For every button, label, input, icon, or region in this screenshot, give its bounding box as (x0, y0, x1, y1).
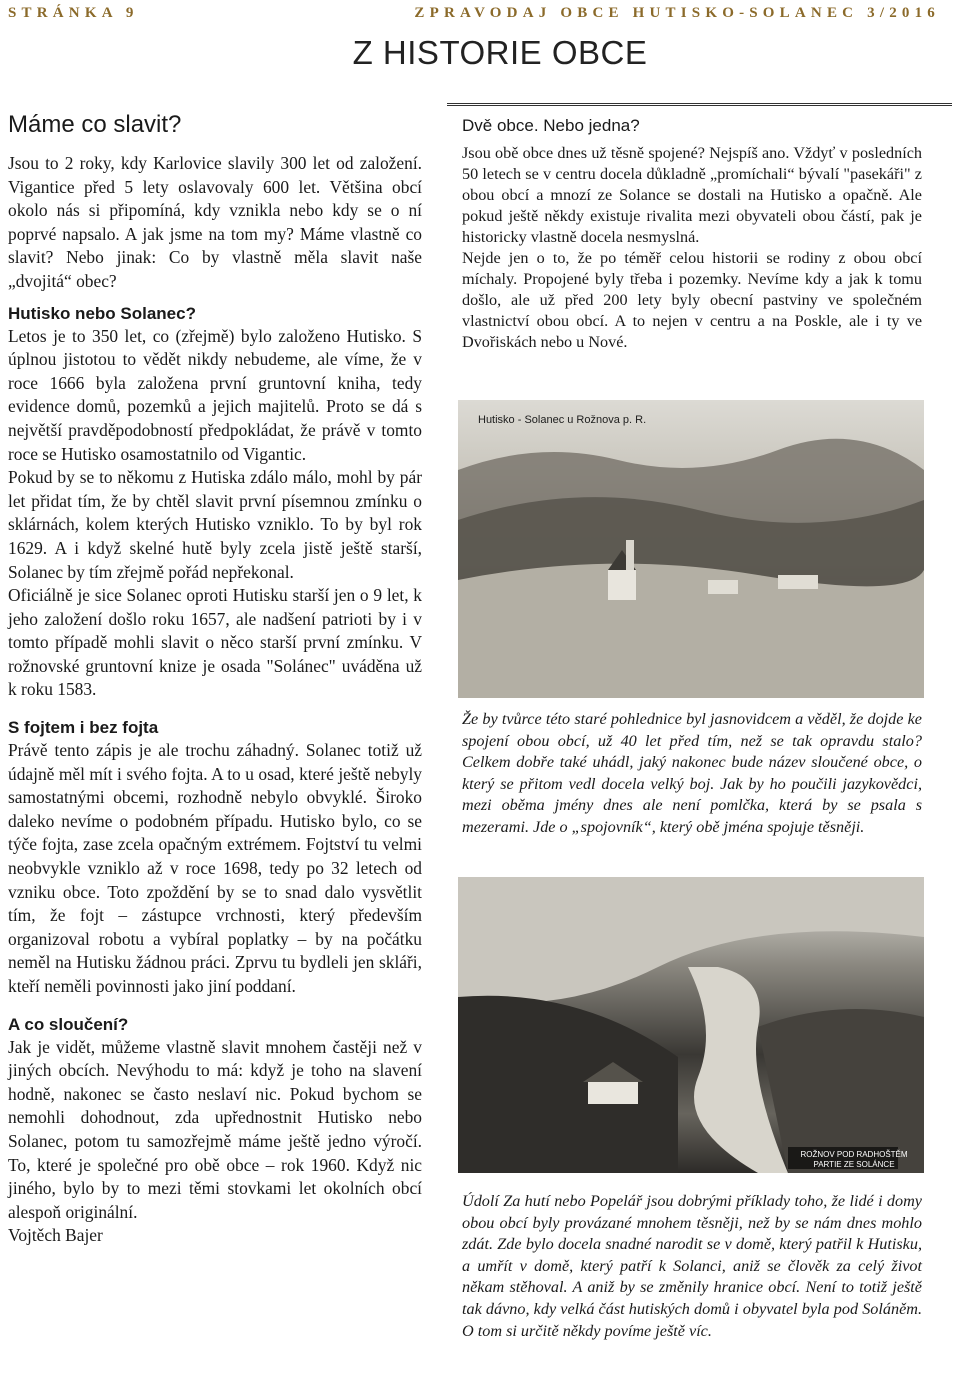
author-name: Vojtěch Bajer (8, 1225, 103, 1246)
paragraph: Jsou obě obce dnes už těsně spojené? Nejspíš ano. Vždyť v posledních 50 letech se v centru docela důkladně „promíchali“ bývalí "pasekáři" z obou obcí a mnozí ze Solance se dostali na Hutisko a opačně. Ale pokud ještě někdy existuje rivalita mezi obyvateli obou částí, pak je historicky vlastně docela nesmyslná. (462, 144, 922, 246)
intro-paragraph: Jsou to 2 roky, kdy Karlovice slavily 300 let od založení. Vigantice před 5 lety oslavovaly 600 let. Většina obcí okolo nás si připomíná, kdy vznikla nebo kdy se o ní poprvé napsalo. A jak jsme na tom my? Máme vlastně co slavit? Nebo jinak: Co by vlastně měla slavit naše „dvojitá“ obec? (8, 153, 422, 291)
postcard-photo-hutisko-solanec (458, 400, 924, 698)
paragraph: Nejde jen o to, že po téměř celou historii se rodiny z obou obcí míchaly. Propojené byly třeba i pozemky. Nevíme kdy a jak k tomu došlo, ale už před 200 lety byly obecní pastviny ve společném vlastnictví obou obcí. A to nejen v centru a na Poskle, ale i ty ve Dvořiskách nebo u Nové. (462, 249, 922, 351)
photo-caption-1: Že by tvůrce této staré pohlednice byl jasnovidcem a věděl, že dojde ke spojení obou obcí, už 40 let před tím, než se tak opravdu stalo? Celkem dobře také uhádl, jaký nakonec bude název sloučené obce, o který se přitom vedl docela velký boj. Jak by ho poučili jazykovědci, mezi oběma jmény dnes ale není pomlčka, která by se psala s mezerami. Jde o „spojovník“, který obě jména spojuje těsněji. (462, 710, 922, 836)
paragraph: Oficiálně je sice Solanec oproti Hutisku starší jen o 9 let, k jeho založení došlo roku 1657, ale nadšení patrioti by i v tomto případě mohli slavit o něco starší první zmínku. V rožnovské gruntovní knize je osada "Solánec" uváděna už k roku 1583. (8, 585, 422, 700)
publication-title: ZPRAVODAJ OBCE HUTISKO-SOLANEC 3/2016 (414, 5, 940, 21)
paragraph: Letos je to 350 let, co (zřejmě) bylo založeno Hutisko. S úplnou jistotou to vědět nikdy nebudeme, ale víme, že v roce 1666 byla založena první gruntovní kniha, tedy evidence domů, pozemků a jejich majitelů. Proto se dá s největší pravděpodobností předpokládat, že právě v tomto roce se Hutisko osamostatnilo od Vigantic. (8, 325, 422, 464)
paragraph: Pokud by se to někomu z Hutiska zdálo málo, mohl by pár let přidat tím, že by chtěl slavit první písemnou zmínku o sklárnách, kolem kterých Hutisko vzniklo. To by byl rok 1629. A i když skelné hutě byly zcela jistě ještě starší, Solanec by tím zřejmě pořád nepřekonal. (8, 467, 422, 582)
subheading-s-fojtem: S fojtem i bez fojta (8, 718, 159, 738)
page-number-label: STRÁNKA 9 (8, 5, 139, 21)
article-heading: Máme co slavit? (8, 111, 182, 138)
section-divider (447, 103, 952, 106)
photo-label: ROŽNOV POD RADHOŠTĚM PARTIE ZE SOLÁNCE (800, 1150, 908, 1169)
valley-illustration (458, 877, 924, 1173)
left-column (8, 110, 422, 1248)
photo-caption-2: Údolí Za hutí nebo Popelář jsou dobrými příklady toho, že lidé i domy obou obcí byly provázané mnohem těsněji, než by se nám dnes mohlo zdát. Zde bylo docela snadné narodit se v domě, který patřil k Hutisku, a umřít v domě, který patří k Solanci, aniž se člověk za celý život někam stěhoval. A aniž by se změnily hranice obcí. Není to totiž ještě tak dávno, kdy velká část hutiských domů i obyvatel byla pod Soláněm. O tom si určitě někdy povíme ještě víc. (462, 1192, 922, 1340)
right-column (462, 114, 922, 353)
subheading-dve-obce: Dvě obce. Nebo jedna? (462, 116, 640, 135)
postcard-label: Hutisko - Solanec u Rožnova p. R. (478, 414, 647, 426)
valley-photo-solanec (458, 877, 924, 1173)
paragraph: Právě tento zápis je ale trochu záhadný. Solanec totiž už údajně měl mít i svého fojta. A to u osad, které ještě nebyly samostatnými obcemi, rozhodně nebylo obvyklé. Široko daleko nevíme o podobném případu. Hutisko bylo, co se týče fojta, zase zcela opačným extrémem. Fojtství tu velmi neobvykle vzniklo až v roce 1698, tedy po 32 letech od vzniku obce. Toto zpoždění by se to snad dalo vysvětlit tím, že fojt – zástupce vrchnosti, který především organizoval robotu a vybíral poplatky – by na počátku neměl na Hutisku žádnou práci. Zprvu tu bydleli jen skláři, kteří neměli povinnosti jako jiní poddaní. (8, 740, 422, 996)
subheading-a-co-slouceni: A co sloučení? (8, 1014, 129, 1034)
subheading-hutisko-nebo-solanec: Hutisko nebo Solanec? (8, 303, 196, 323)
paragraph: Jak je vidět, můžeme vlastně slavit mnohem častěji než v jiných obcích. Nevýhodu to má: když je toho na slavení hodně, nakonec se často neslaví nic. Pokud bychom se nemohli dohodnout, zda upřednostnit Hutisko nebo Solanec, potom tu samozřejmě máme ještě jedno výročí. To, které je společné pro obě obce – rok 1960. Když nic jiného, bylo by to mezi těmi stovkami let okolních obcí alespoň originální. (8, 1036, 422, 1222)
page-header (0, 0, 960, 30)
section-title: Z HISTORIE OBCE (352, 34, 648, 71)
landscape-illustration (458, 400, 924, 698)
